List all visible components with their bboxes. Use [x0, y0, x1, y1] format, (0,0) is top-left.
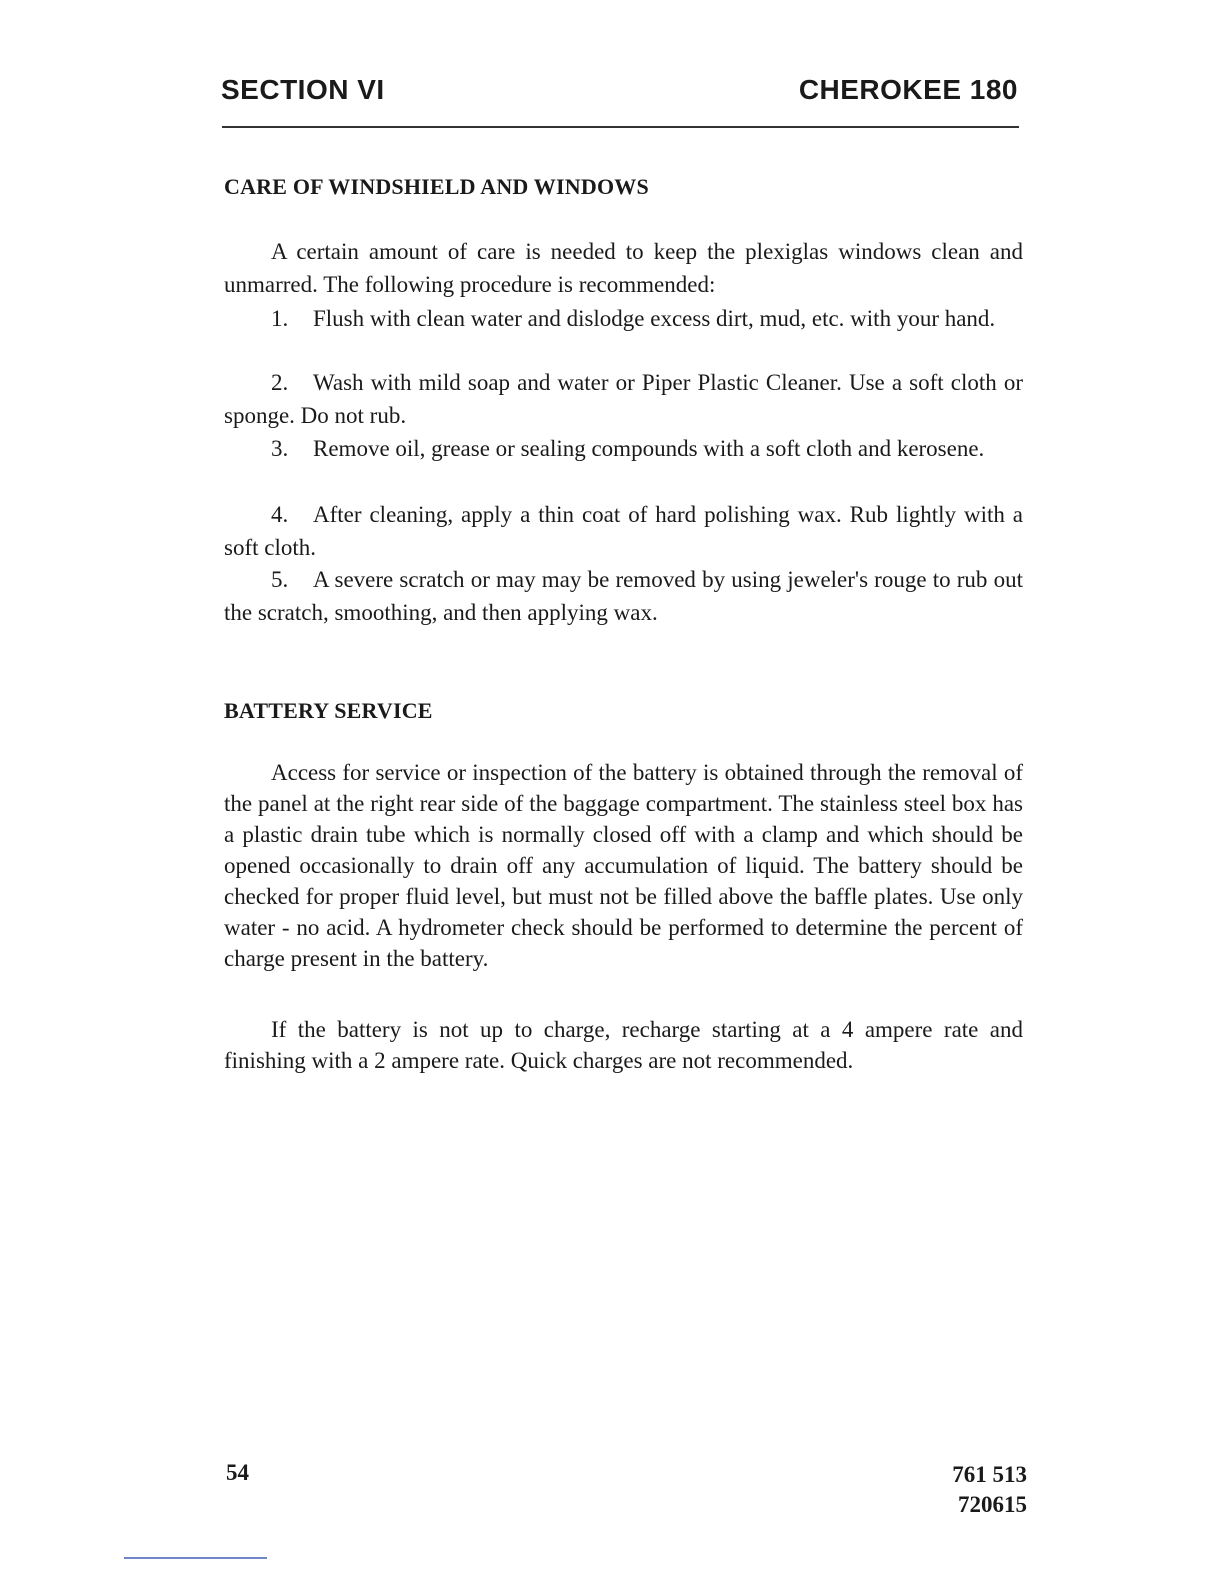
step-text: A severe scratch or may may be removed by using jeweler's rouge to rub out the scratch, smoothing, and then applying wax.: [224, 567, 1023, 625]
step-text: Wash with mild soap and water or Piper Plastic Cleaner. Use a soft cloth or sponge. Do not rub.: [224, 370, 1023, 428]
section-label: SECTION VI: [221, 74, 385, 105]
document-code-line-2: 720615: [958, 1492, 1027, 1517]
windshield-intro: A certain amount of care is needed to keep the plexiglas windows clean and unmarred. The following procedure is recommended:: [224, 239, 1023, 297]
step-number: 2.: [271, 370, 289, 395]
step-number: 4.: [271, 502, 289, 527]
document-code: [952, 1460, 1027, 1520]
windshield-step-2: [224, 367, 1023, 432]
windshield-heading: CARE OF WINDSHIELD AND WINDOWS: [224, 174, 649, 199]
step-number: 1.: [271, 306, 289, 331]
step-text: Flush with clean water and dislodge excess dirt, mud, etc. with your hand.: [313, 306, 996, 331]
battery-heading: BATTERY SERVICE: [224, 698, 433, 723]
aircraft-model: CHEROKEE 180: [798, 74, 1018, 105]
page-number: 54: [226, 1460, 249, 1485]
scan-edge-mark: [124, 1557, 267, 1559]
step-number: 5.: [271, 567, 289, 592]
windshield-step-4: [224, 499, 1023, 564]
windshield-step-5: [224, 564, 1023, 629]
step-number: 3.: [271, 436, 289, 461]
step-text: After cleaning, apply a thin coat of hard polishing wax. Rub lightly with a soft cloth.: [224, 502, 1023, 560]
battery-paragraph-1: Access for service or inspection of the battery is obtained through the removal of the panel at the right rear side of the baggage compartment. The stainless steel box has a plastic drain tube which is normally closed off with a clamp and which should be opened occasionally to drain off any accumulation of liquid. The battery should be checked for proper fluid level, but must not be filled above the baffle plates. Use only water - no acid. A hydrometer check should be performed to determine the percent of charge present in the battery.: [224, 760, 1023, 971]
windshield-step-3: [224, 433, 1023, 466]
battery-paragraph-2: If the battery is not up to charge, recharge starting at a 4 ampere rate and finishing with a 2 ampere rate. Quick charges are not recommended.: [224, 1017, 1023, 1073]
document-code-line-1: 761 513: [952, 1462, 1027, 1487]
header-rule: [222, 126, 1019, 128]
page-header: [221, 74, 1018, 114]
windshield-step-1: [224, 303, 1023, 336]
step-text: Remove oil, grease or sealing compounds with a soft cloth and kerosene.: [313, 436, 985, 461]
